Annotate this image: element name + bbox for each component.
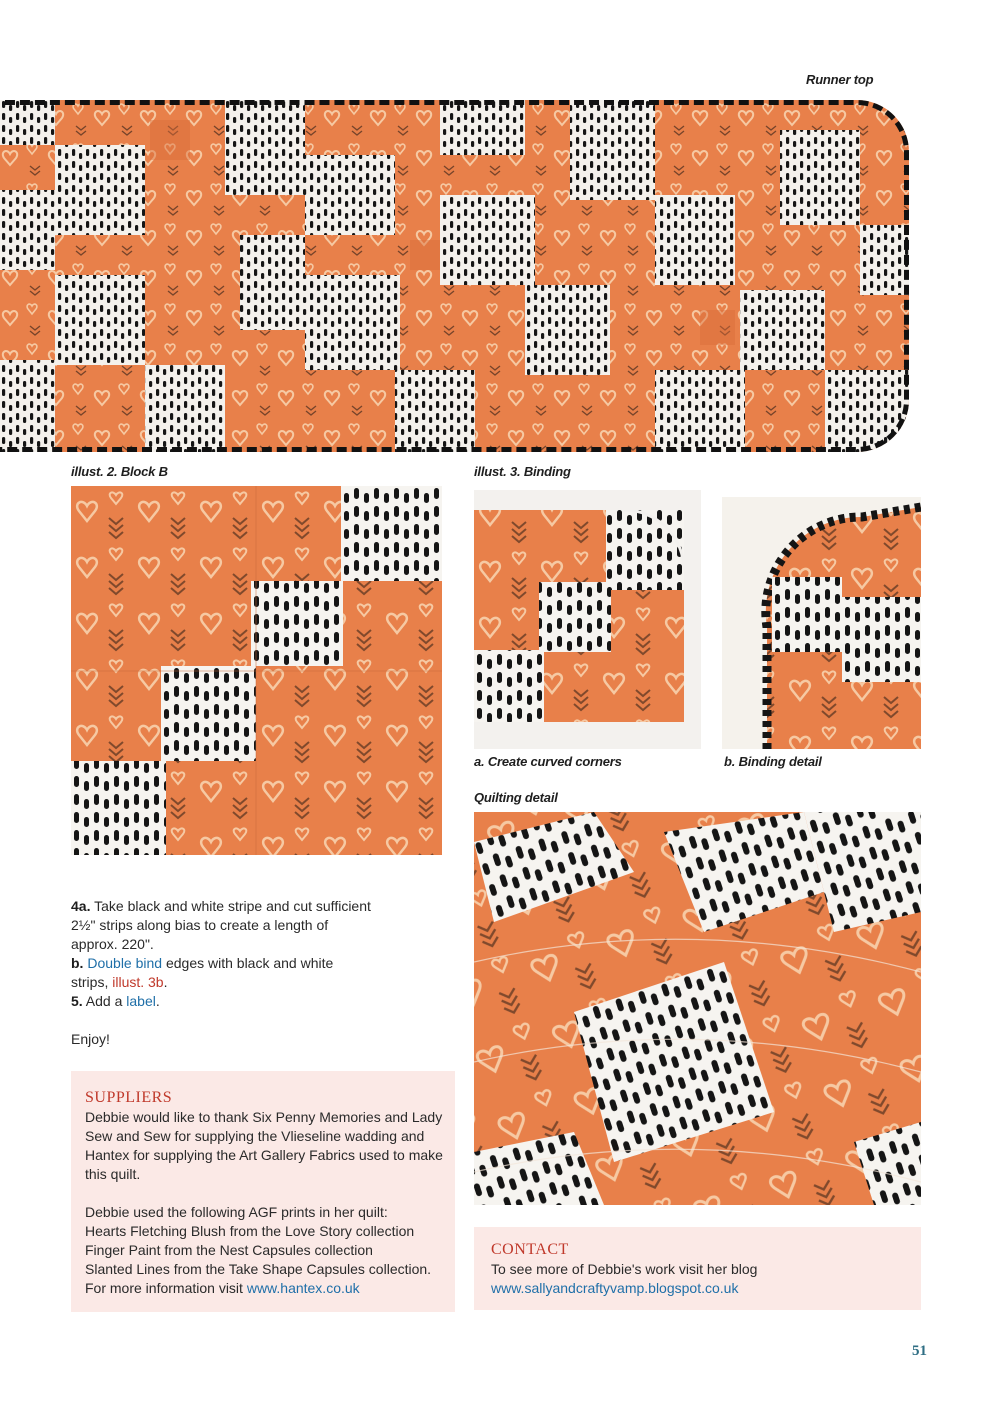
suppliers-heading: SUPPLIERS [85, 1089, 173, 1106]
curved-corners-caption: a. Create curved corners [474, 754, 622, 769]
binding-detail-image [722, 497, 921, 749]
binding-detail-caption: b. Binding detail [724, 754, 822, 769]
block-b-photo [71, 486, 442, 855]
contact-panel [474, 1227, 921, 1310]
instructions-text [71, 897, 371, 1049]
step-5: 5. Add a label. [71, 993, 160, 1009]
quilting-detail-image [474, 812, 921, 1205]
runner-top-caption: Runner top [806, 72, 874, 87]
step-4a: 4a. Take black and white stripe and cut sufficient 2½" strips along bias to create a length of approx. 220". [71, 898, 371, 952]
contact-heading: CONTACT [491, 1241, 569, 1258]
runner-top-photo [0, 100, 909, 452]
binding-caption: illust. 3. Binding [474, 464, 571, 479]
double-bind-link[interactable]: Double bind [87, 955, 163, 971]
hantex-link[interactable]: www.hantex.co.uk [246, 1280, 360, 1296]
block-b-caption: illust. 2. Block B [71, 464, 168, 479]
suppliers-para2: Debbie used the following AGF prints in her quilt: Hearts Fletching Blush from the Love Story collection Finger Paint from the Nest Capsules collection Slanted Lines from the Take Shape Capsules collection. For more information visit www.hantex.co.uk [85, 1204, 432, 1296]
blog-link[interactable]: www.sallyandcraftyvamp.blogspot.co.uk [491, 1280, 739, 1296]
curved-corners-image [474, 490, 701, 749]
quilting-detail-photo [474, 812, 921, 1205]
contact-text: To see more of Debbie's work visit her blog www.sallyandcraftyvamp.blogspot.co.uk [491, 1261, 758, 1296]
suppliers-para1: Debbie would like to thank Six Penny Memories and Lady Sew and Sew for supplying the Vlieseline wadding and Hantex for supplying the Art Gallery Fabrics used to make this quilt. [85, 1109, 443, 1182]
page-number: 51 [912, 1343, 927, 1359]
runner-quilt-image [0, 100, 909, 452]
suppliers-panel [71, 1071, 455, 1312]
label-link[interactable]: label [126, 993, 156, 1009]
curved-corners-photo [474, 490, 701, 749]
illust-3b-reference[interactable]: illust. 3b [112, 974, 164, 990]
binding-detail-photo [722, 497, 921, 749]
quilting-detail-caption: Quilting detail [474, 790, 558, 805]
step-b: b. Double bind edges with black and white strips, illust. 3b. [71, 955, 334, 990]
block-b-image [71, 486, 442, 855]
enjoy-text: Enjoy! [71, 1031, 110, 1047]
